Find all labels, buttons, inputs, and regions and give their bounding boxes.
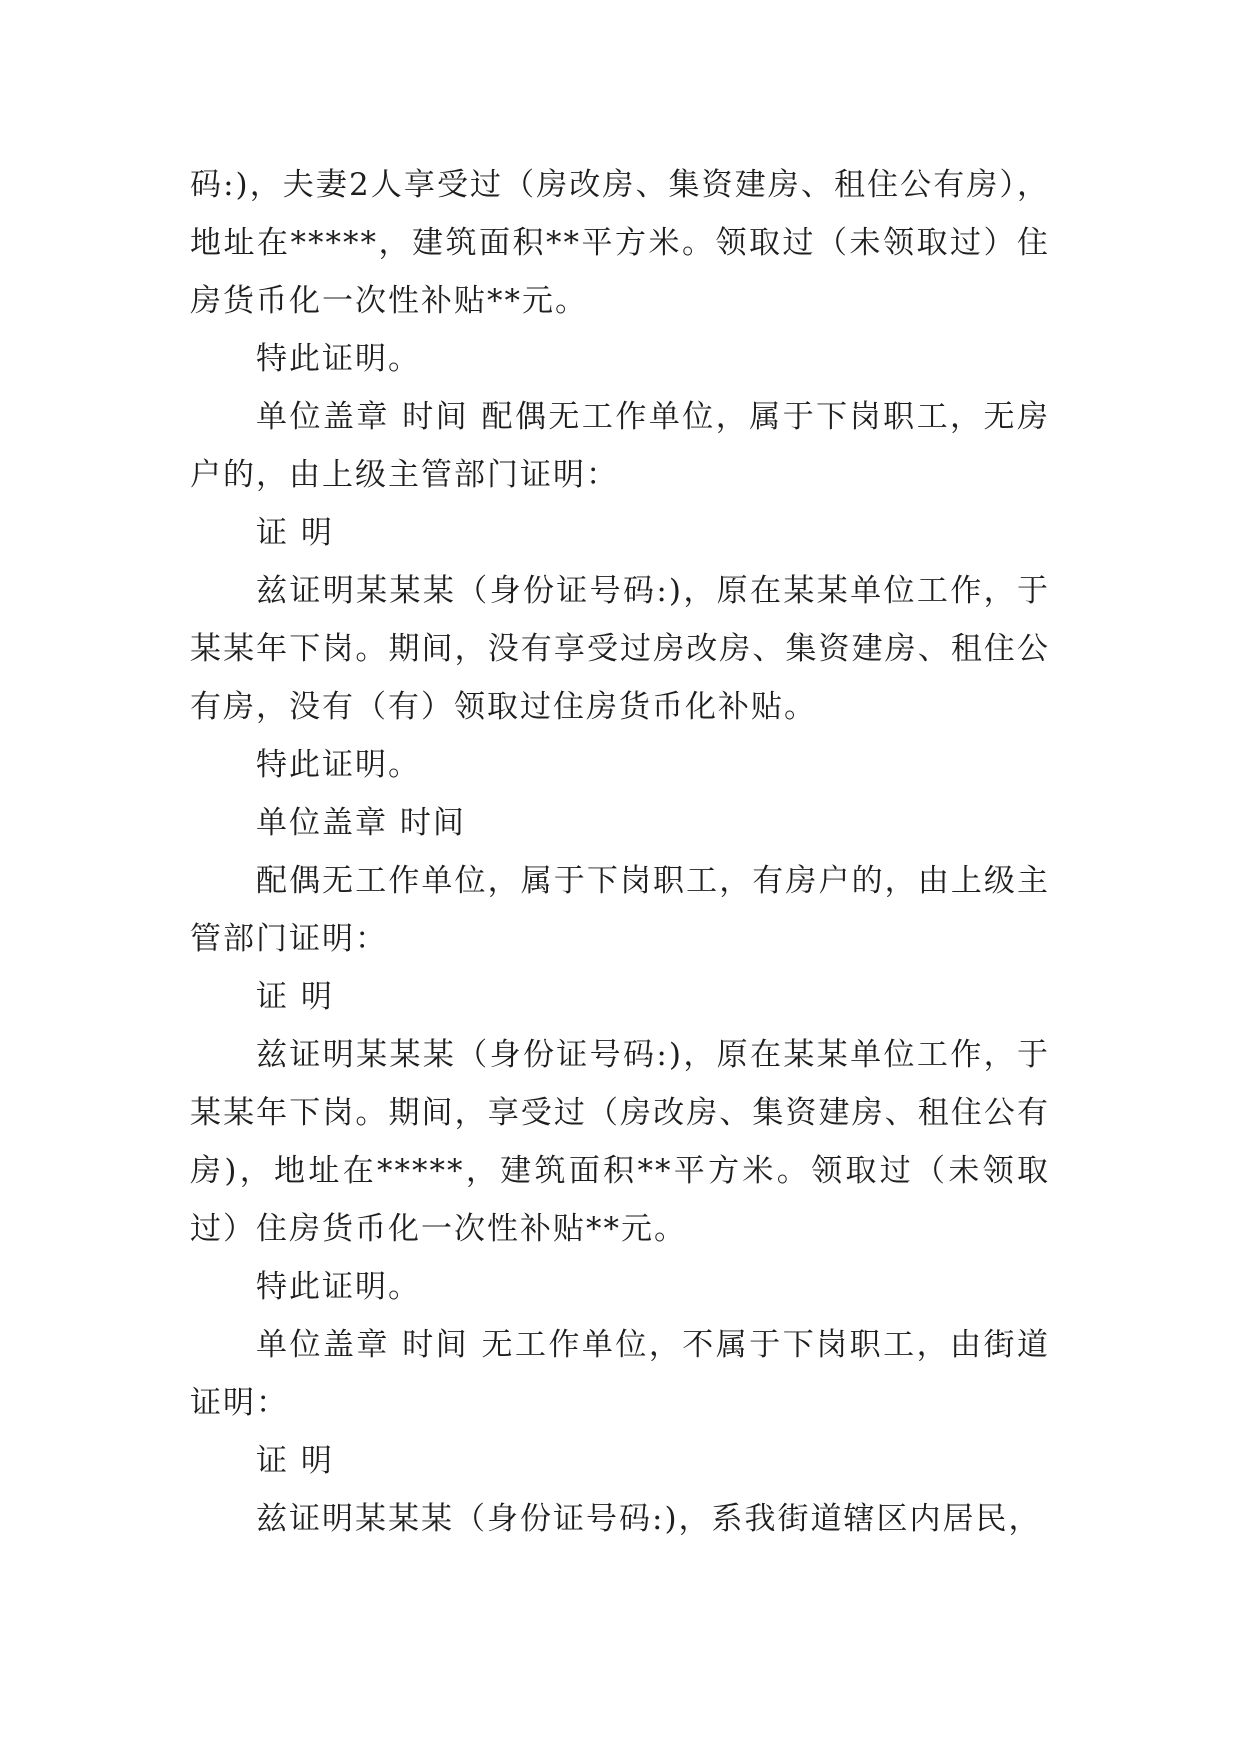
paragraph-certification-closing: 特此证明。 [256,1269,421,1305]
paragraph-seal-date-and-next-case: 单位盖章 时间 配偶无工作单位，属于下岗职工，无房户的，由上级主管部门证明： [190,399,1050,493]
paragraph-continued-housing-record: 码:)，夫妻2人享受过（房改房、集资建房、租住公有房），地址在*****，建筑面积**平方米。领取过（未领取过）住房货币化一次性补贴**元。 [190,167,1050,319]
paragraph-certificate-body: 兹证明某某某（身份证号码:)，原在某某单位工作，于某某年下岗。期间，没有享受过房改房、集资建房、租住公有房，没有（有）领取过住房货币化补贴。 [190,573,1050,725]
paragraph-certification-closing: 特此证明。 [256,341,421,377]
paragraph-certification-closing: 特此证明。 [256,747,421,783]
paragraph-seal-date: 单位盖章 时间 [256,805,466,841]
paragraph-certificate-body: 兹证明某某某（身份证号码:)，原在某某单位工作，于某某年下岗。期间，享受过（房改房、集资建房、租住公有房)，地址在*****，建筑面积**平方米。领取过（未领取过）住房货币化一次性补贴**元。 [190,1037,1050,1247]
document-body [190,156,1050,1548]
certificate-heading: 证 明 [256,1443,334,1479]
paragraph-case-description: 配偶无工作单位，属于下岗职工，有房户的，由上级主管部门证明： [190,863,1050,957]
paragraph-certificate-body: 兹证明某某某（身份证号码:)，系我街道辖区内居民， [256,1501,1042,1537]
paragraph-seal-date-and-next-case: 单位盖章 时间 无工作单位，不属于下岗职工，由街道证明： [190,1327,1050,1421]
certificate-heading: 证 明 [256,979,334,1015]
certificate-heading: 证 明 [256,515,334,551]
